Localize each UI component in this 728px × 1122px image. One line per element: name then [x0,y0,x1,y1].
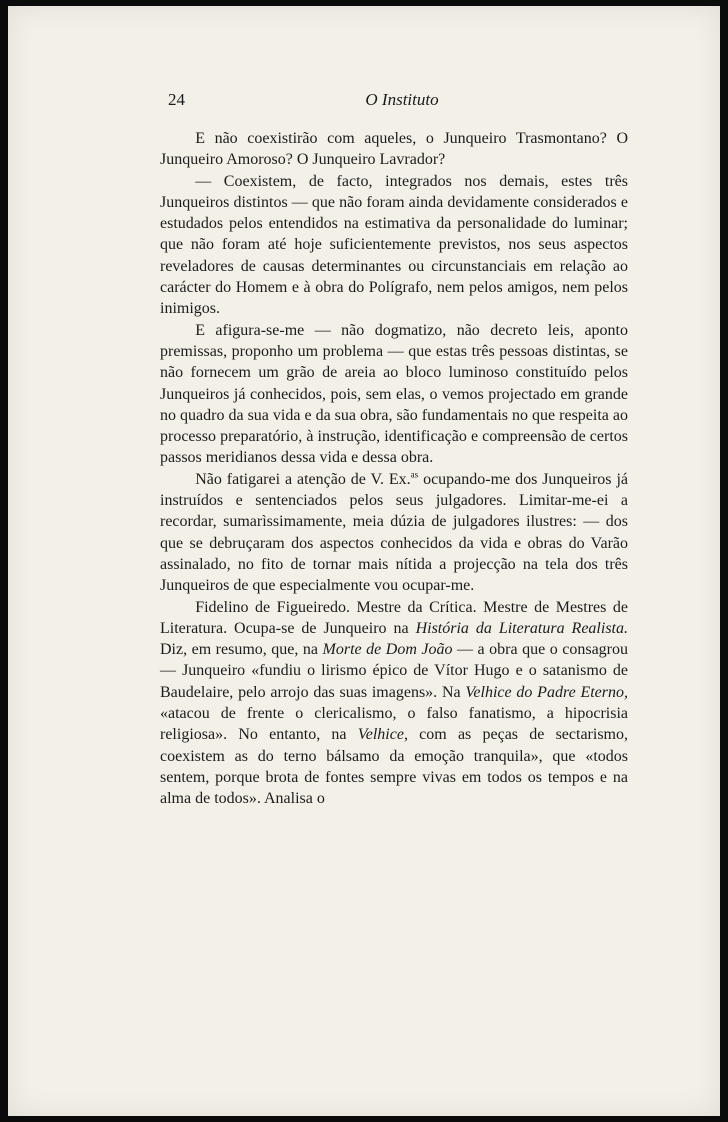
page-number: 24 [168,90,185,109]
book-title: História da Literatura Realista. [415,619,628,637]
book-title: Morte de Dom João [322,641,453,659]
body-text [160,128,628,810]
text-run: «atacou de frente o clericalismo, o falso fanatismo, a hipocrisia religiosa». No entanto, na [160,705,628,744]
running-title: O Instituto [365,90,439,109]
paragraph [160,469,628,597]
paragraph: E afigura-se-me — não dogmatizo, não decreto leis, aponto premissas, proponho um problema — que estas três pessoas distintas, se não fornecem um grão de areia ao bloco luminoso constituído pelos Junqueiros já conhecidos, pois, sem elas, o vemos projectado em grande no quadro da sua vida e da sua obra, são fundamentais no que respeita ao processo preparatório, à instrução, identificação e compreensão de certos passos meridianos dessa vida e dessa obra. [160,321,628,467]
paragraph: — Coexistem, de facto, integrados nos demais, estes três Junqueiros distintos — que não foram ainda devidamente considerados e estudados pelos entendidos na estimativa da personalidade do luminar; que não foram até hoje suficientemente previstos, nos seus aspectos reveladores de causas determinantes ou circunstanciais em relação ao carácter do Homem e à obra do Polígrafo, nem pelos amigos, nem pelos inimigos. [160,172,628,318]
page-header [168,90,636,112]
superscript: as [410,469,419,480]
book-title: Velhice, [357,726,408,744]
paragraph: E não coexistirão com aqueles, o Junqueiro Trasmontano? O Junqueiro Amoroso? O Junqueiro Lavrador? [160,130,628,169]
book-title: Velhice do Padre Eterno, [465,683,629,701]
text-run: — a obra que o consagrou — Junqueiro «fundiu o lirismo épico de Vítor Hugo e o satanismo de Baudelaire, pelo arrojo das suas imagens». Na [160,641,629,701]
text-run: Diz, em resumo, que, na [160,641,323,659]
text-run: Não fatigarei a atenção de V. Ex. [195,470,411,488]
text-run: Fidelino de Figueiredo. Mestre da Crítica. Mestre de Mestres de Literatura. Ocupa-se de Junqueiro na [160,598,628,637]
text-run: com as peças de sectarismo, coexistem as do terno bálsamo da emoção tranquila», que «todos sentem, porque brota de fontes sempre vivas em todos os tempos e na alma de todos». Analisa o [160,726,629,808]
paragraph [160,597,628,810]
text-run: ocupando-me dos Junqueiros já instruídos e sentenciados pelos seus julgadores. Limitar-me-ei a recordar, sumarìssimamente, meia dúzia de julgadores ilustres: — dos que se debruçaram dos aspectos conhecidos da vida e obras do Varão assinalado, no fito de tornar mais nítida a projecção na tela dos três Junqueiros de que especialmente vou ocupar-me. [160,470,628,595]
